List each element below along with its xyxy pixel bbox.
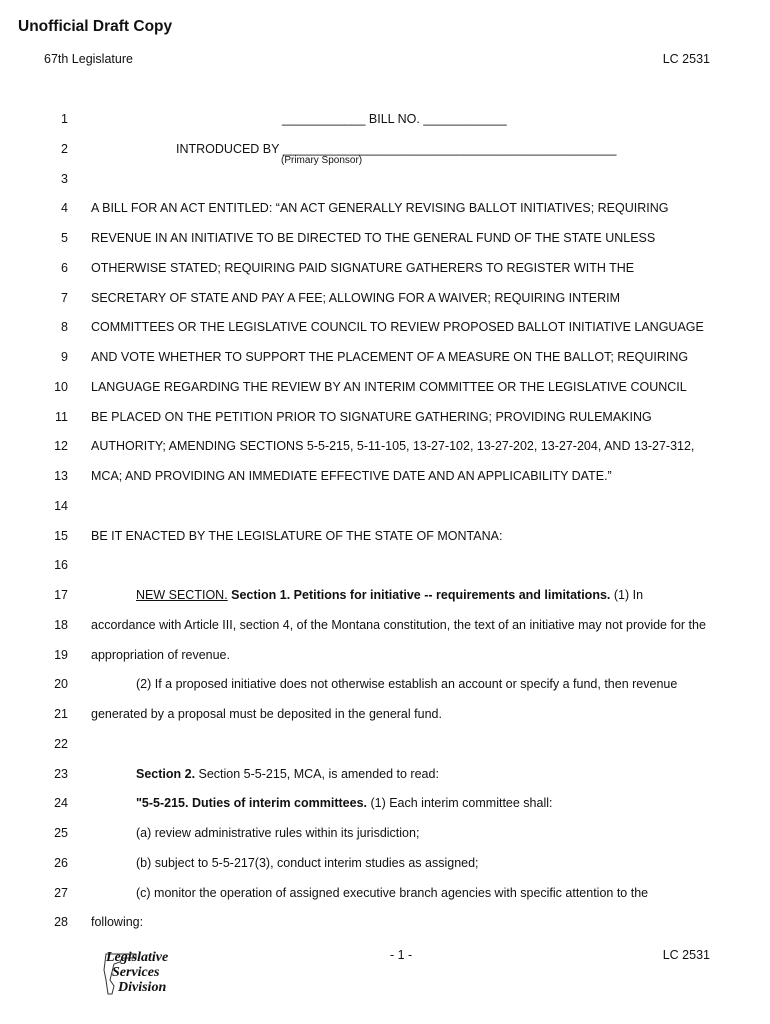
section-2-text: Section 5-5-215, MCA, is amended to read: <box>195 766 439 781</box>
line-16 <box>0 558 770 578</box>
line-number: 2 <box>61 141 68 156</box>
line-text: (b) subject to 5-5-217(3), conduct interim studies as assigned; <box>136 855 479 870</box>
line-3 <box>0 172 770 192</box>
line-number: 15 <box>54 528 68 543</box>
line-7 <box>0 291 770 311</box>
line-text: OTHERWISE STATED; REQUIRING PAID SIGNATURE GATHERERS TO REGISTER WITH THE <box>91 260 635 275</box>
line-22 <box>0 737 770 757</box>
line-text <box>136 588 643 602</box>
line-text: ____________ BILL NO. ____________ <box>282 112 507 126</box>
line-text: AND VOTE WHETHER TO SUPPORT THE PLACEMENT OF A MEASURE ON THE BALLOT; REQUIRING <box>91 350 689 364</box>
line-27 <box>0 886 770 906</box>
line-number: 12 <box>54 439 68 454</box>
line-9 <box>0 350 770 370</box>
line-number: 6 <box>61 260 68 275</box>
line-number: 23 <box>54 766 68 781</box>
line-text: appropriation of revenue. <box>91 647 230 662</box>
line-number: 22 <box>54 736 68 751</box>
line-10 <box>0 380 770 400</box>
section-1-heading: Section 1. Petitions for initiative -- requirements and limitations. <box>227 588 611 602</box>
line-text: INTRODUCED BY ________________________________________________ <box>176 141 617 156</box>
line-11 <box>0 410 770 430</box>
line-text: SECRETARY OF STATE AND PAY A FEE; ALLOWING FOR A WAIVER; REQUIRING INTERIM <box>91 290 621 305</box>
line-17 <box>0 588 770 608</box>
logo-line-1: Legislative <box>106 950 169 965</box>
line-text: REVENUE IN AN INITIATIVE TO BE DIRECTED TO THE GENERAL FUND OF THE STATE UNLESS <box>91 231 656 245</box>
line-text: A BILL FOR AN ACT ENTITLED: “AN ACT GENERALLY REVISING BALLOT INITIATIVES; REQUIRING <box>91 201 669 216</box>
new-section-label: NEW SECTION. <box>136 588 228 602</box>
line-number: 14 <box>54 498 68 513</box>
line-20 <box>0 677 770 697</box>
draft-title: Unofficial Draft Copy <box>18 18 173 35</box>
line-number: 21 <box>54 707 68 721</box>
line-number: 10 <box>54 379 68 394</box>
line-text: (a) review administrative rules within its jurisdiction; <box>136 826 420 840</box>
line-13 <box>0 469 770 489</box>
line-5 <box>0 231 770 251</box>
line-4 <box>0 201 770 221</box>
line-number: 26 <box>54 855 68 870</box>
line-number: 25 <box>54 826 68 840</box>
line-text: COMMITTEES OR THE LEGISLATIVE COUNCIL TO REVIEW PROPOSED BALLOT INITIATIVE LANGUAGE <box>91 320 704 335</box>
line-text <box>136 767 439 781</box>
line-23 <box>0 767 770 787</box>
line-number: 27 <box>54 885 68 900</box>
line-number: 28 <box>54 915 68 930</box>
line-text: (c) monitor the operation of assigned executive branch agencies with specific attention to the <box>136 885 649 900</box>
legislative-services-division-logo <box>100 950 190 1000</box>
line-24 <box>0 796 770 816</box>
logo-line-2: Services <box>112 965 160 980</box>
line-text <box>136 796 552 810</box>
lc-number: LC 2531 <box>662 52 710 66</box>
line-number: 4 <box>61 201 68 216</box>
line-number: 1 <box>61 112 68 126</box>
line-text: (2) If a proposed initiative does not otherwise establish an account or specify a fund, then revenue <box>136 677 678 692</box>
duties-heading: "5-5-215. Duties of interim committees. <box>136 796 367 811</box>
line-number: 19 <box>54 647 68 662</box>
line-1 <box>0 112 770 132</box>
line-text: LANGUAGE REGARDING THE REVIEW BY AN INTERIM COMMITTEE OR THE LEGISLATIVE COUNCIL <box>91 379 687 394</box>
legislature-label: 67th Legislature <box>44 52 133 66</box>
footer-lc-number: LC 2531 <box>662 948 710 962</box>
line-text: generated by a proposal must be deposited in the general fund. <box>91 707 442 721</box>
line-15 <box>0 529 770 549</box>
section-1-text: (1) In <box>610 588 644 602</box>
line-25 <box>0 826 770 846</box>
line-number: 16 <box>54 558 68 573</box>
line-text: AUTHORITY; AMENDING SECTIONS 5-5-215, 5-11-105, 13-27-102, 13-27-202, 13-27-204, AND 13-27-312, <box>91 439 695 454</box>
line-number: 3 <box>61 171 68 186</box>
line-number: 5 <box>61 231 68 245</box>
line-2 <box>0 142 770 162</box>
line-number: 18 <box>54 617 68 632</box>
line-number: 20 <box>54 677 68 692</box>
primary-sponsor-note: (Primary Sponsor) <box>281 155 363 166</box>
line-8 <box>0 320 770 340</box>
line-14 <box>0 499 770 519</box>
line-number: 8 <box>61 320 68 335</box>
line-text: MCA; AND PROVIDING AN IMMEDIATE EFFECTIVE DATE AND AN APPLICABILITY DATE.” <box>91 469 612 483</box>
line-number: 17 <box>54 588 68 602</box>
line-26 <box>0 856 770 876</box>
line-19 <box>0 648 770 668</box>
line-28 <box>0 915 770 935</box>
page-number: - 1 - <box>390 948 413 962</box>
line-text: following: <box>91 915 144 930</box>
line-12 <box>0 439 770 459</box>
duties-text: (1) Each interim committee shall: <box>367 796 553 811</box>
section-2-label: Section 2. <box>136 766 196 781</box>
line-number: 9 <box>61 350 68 364</box>
line-text: accordance with Article III, section 4, of the Montana constitution, the text of an initiative may not provide for the <box>91 617 706 632</box>
line-number: 13 <box>54 469 68 483</box>
line-text: BE PLACED ON THE PETITION PRIOR TO SIGNATURE GATHERING; PROVIDING RULEMAKING <box>91 409 652 424</box>
line-21 <box>0 707 770 727</box>
line-text: BE IT ENACTED BY THE LEGISLATURE OF THE STATE OF MONTANA: <box>91 528 503 543</box>
line-18 <box>0 618 770 638</box>
logo-line-3: Division <box>118 980 167 995</box>
line-6 <box>0 261 770 281</box>
line-number: 24 <box>54 796 68 811</box>
line-number: 11 <box>55 409 68 424</box>
line-number: 7 <box>61 290 68 305</box>
